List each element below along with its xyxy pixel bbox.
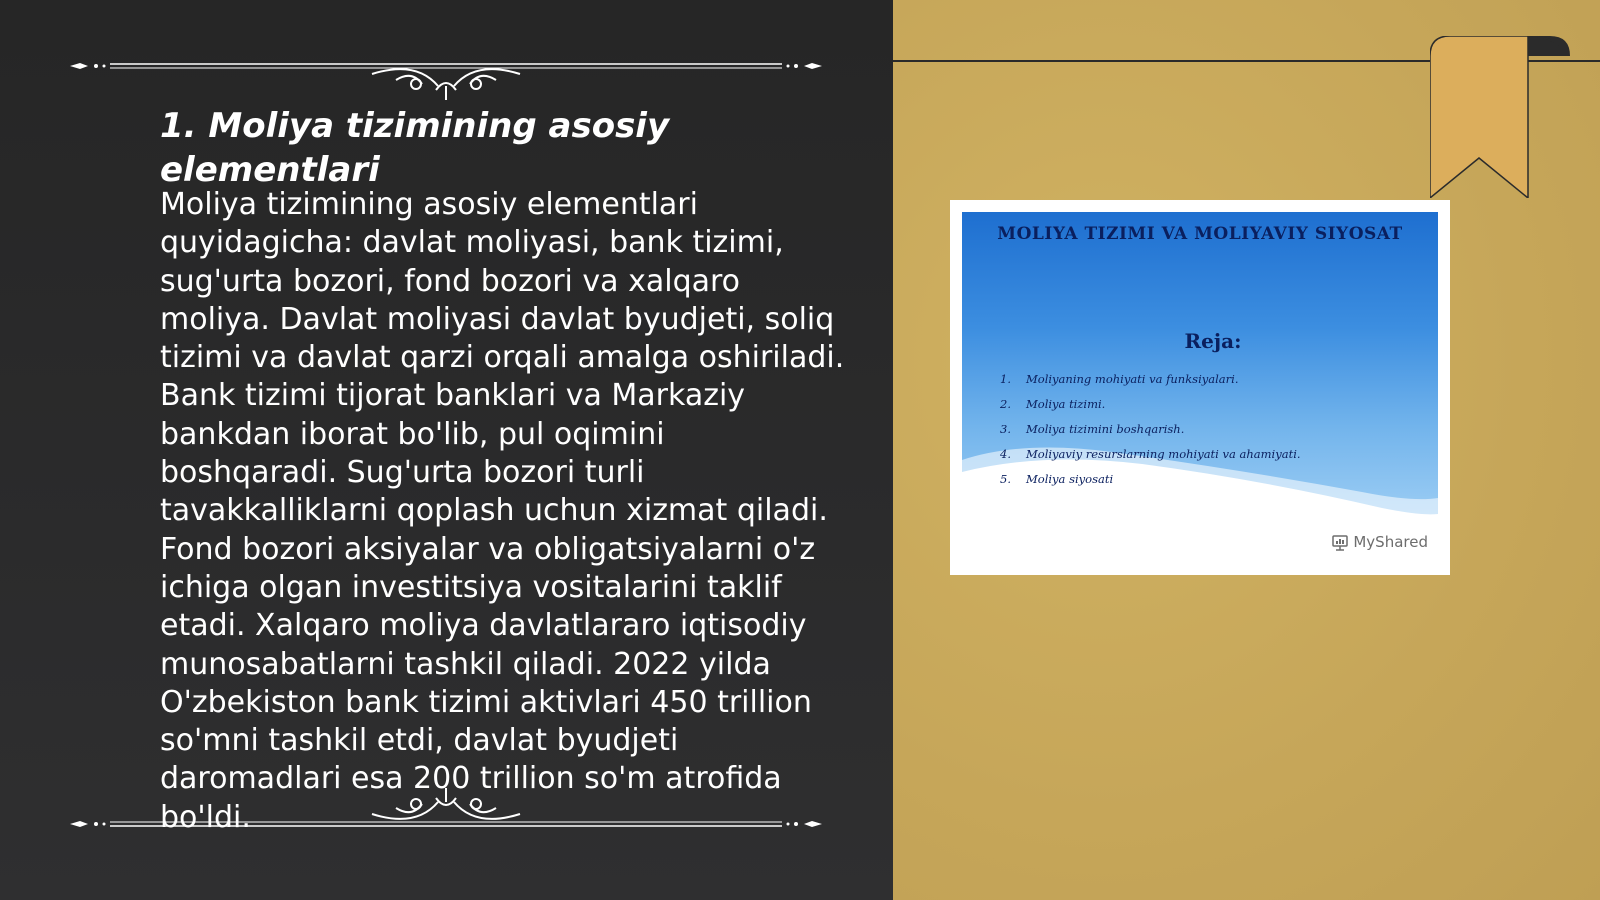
ornamental-divider-icon <box>66 788 826 838</box>
ornamental-divider-icon <box>66 50 826 100</box>
list-item: 2. Moliya tizimi. <box>1000 397 1106 411</box>
watermark-text: MyShared <box>1353 533 1428 551</box>
thumbnail-slide <box>962 212 1438 542</box>
slide-body-text: Moliya tizimining asosiy elementlari quyidagicha: davlat moliyasi, bank tizimi, sug'urta bozori, fond bozori va xalqaro moliya. Davlat moliyasi davlat byudjeti, soliq tizimi va davlat qarzi orqali amalga oshiriladi. Bank tizimi tijorat banklari va Markaziy bankdan iborat bo'lib, pul oqimini boshqaradi. Sug'urta bozori turli tavakkalliklarni qoplash uchun xizmat qiladi. Fond bozori aksiyalar va obligatsiyalarni o'z ichiga olgan investitsiya vositalarini taklif etadi. Xalqaro moliya davlatlararo iqtisodiy munosabatlarni tashkil qiladi. 2022 yilda O'zbekiston bank tizimi aktivlari 450 trillion so'mni tashkil etdi, davlat byudjeti daromadlari esa 200 trillion so'm atrofida bo'ldi. <box>160 187 845 835</box>
slide-title: 1. Moliya tizimining asosiy elementlari <box>160 106 670 190</box>
thumbnail-title: MOLIYA TIZIMI VA MOLIYAVIY SIYOSAT <box>997 224 1403 244</box>
bookmark-icon <box>1430 36 1570 198</box>
watermark <box>1331 533 1428 551</box>
slide-thumbnail-image <box>950 200 1450 575</box>
list-item: 3. Moliya tizimini boshqarish. <box>1000 422 1185 436</box>
thumbnail-plan-list <box>1000 372 1301 497</box>
list-item: 4. Moliyaviy resurslarning mohiyati va ahamiyati. <box>1000 447 1301 461</box>
myshared-logo-icon <box>1331 533 1349 551</box>
list-item: 1. Moliyaning mohiyati va funksiyalari. <box>1000 372 1239 386</box>
list-item: 5. Moliya siyosati <box>1000 472 1114 486</box>
thumbnail-plan-heading: Reja: <box>1184 329 1242 353</box>
